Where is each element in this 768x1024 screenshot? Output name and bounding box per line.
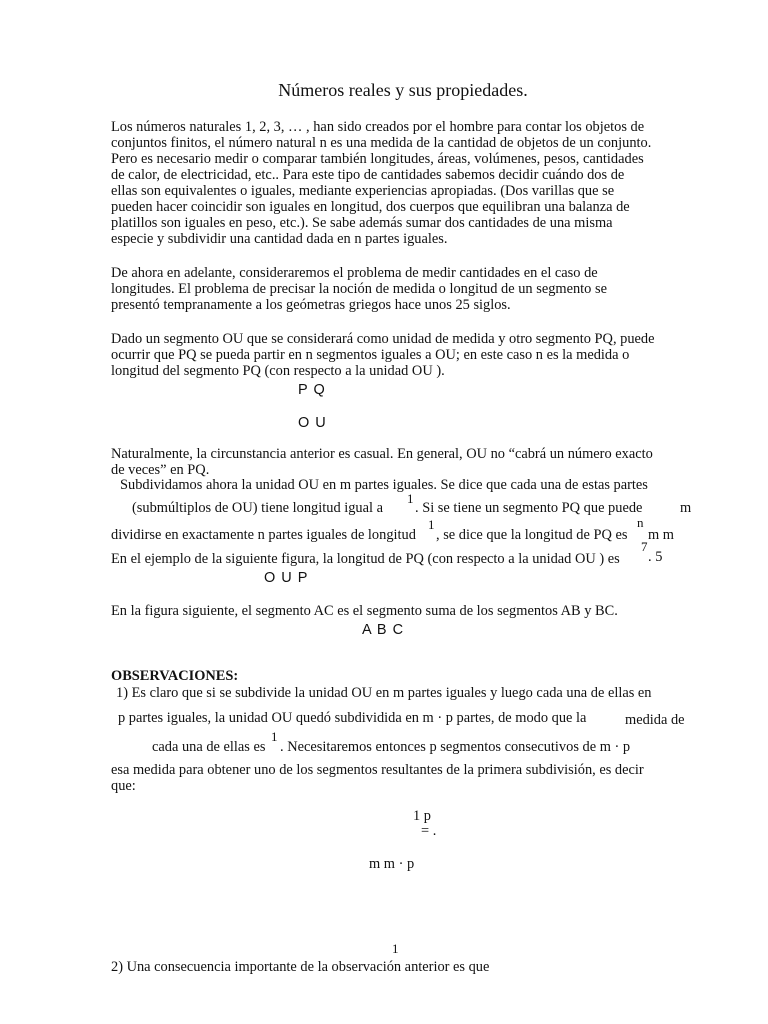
paragraph-5-line-1: En la figura siguiente, el segmento AC es el segmento suma de los segmentos AB y BC. [111,603,618,619]
segment-oup-label: O U P [264,570,309,586]
paragraph-1-line-6: pueden hacer coincidir son iguales en longitud, dos cuerpos que equilibran una balanza de [111,199,630,215]
equation-denominators: m m · p [369,856,415,872]
paragraph-1-line-7: platillos son iguales en peso, etc.). Se sabe además sumar dos cantidades de una misma [111,215,613,231]
segment-abc-label: A B C [362,622,405,638]
paragraph-2-line-1: De ahora en adelante, consideraremos el problema de medir cantidades en el caso de [111,265,598,281]
paragraph-1-line-1: Los números naturales 1, 2, 3, … , han sido creados por el hombre para contar los objetos de [111,119,645,135]
fraction-numerator-n: n [637,515,644,530]
paragraph-2-line-2: longitudes. El problema de precisar la noción de medida o longitud de un segmento se [111,281,607,297]
paragraph-4-line-1: Naturalmente, la circunstancia anterior es casual. En general, OU no “cabrá un número exacto [111,446,653,462]
fraction-numerator-7: 7 [641,539,648,554]
paragraph-1-line-5: ellas son equivalentes o iguales, mediante experiencias apropiadas. (Dos varillas que se [111,183,615,199]
segment-ou-label: O U [298,415,327,431]
segment-pq-label: P Q [298,382,326,398]
observation-1-line-1: 1) Es claro que si se subdivide la unidad OU en m partes iguales y luego cada una de ellas en [116,685,652,701]
paragraph-2-line-3: presentó tempranamente a los geómetras griegos hace unos 25 siglos. [111,297,511,313]
variable-m: m [680,500,692,516]
paragraph-4-line-4-end: . Si se tiene un segmento PQ que puede [415,500,643,516]
observation-1-line-4: esa medida para obtener uno de los segmentos resultantes de la primera subdivisión, es decir [111,762,644,778]
paragraph-3-line-1: Dado un segmento OU que se considerará como unidad de medida y otro segmento PQ, puede [111,331,655,347]
paragraph-1-line-8: especie y subdividir una cantidad dada en n partes iguales. [111,231,448,247]
paragraph-4-line-3: Subdividamos ahora la unidad OU en m partes iguales. Se dice que cada una de estas partes [120,477,648,493]
fraction-numerator-1: 1 [407,491,414,506]
fraction-denominators-m-m: m m [648,527,674,543]
observations-heading: OBSERVACIONES: [111,668,239,684]
paragraph-4-line-4-start: (submúltiplos de OU) tiene longitud igual a [132,500,383,516]
observation-1-line-2-end: medida de [625,712,685,728]
equation-equals: = . [421,823,437,839]
paragraph-3-line-2: ocurrir que PQ se pueda partir en n segmentos iguales a OU; en este caso n es la medida o [111,347,630,363]
page-title: Números reales y sus propiedades. [278,80,528,100]
paragraph-4-line-5-start: dividirse en exactamente n partes iguales de longitud [111,527,416,543]
observation-1-line-5: que: [111,778,136,794]
observation-2-line-1: 2) Una consecuencia importante de la observación anterior es que [111,959,490,975]
observation-1-line-2-start: p partes iguales, la unidad OU quedó subdividida en m · p partes, de modo que la [118,710,587,726]
equation-numerators: 1 p [413,808,431,824]
fraction-numerator-1b: 1 [428,517,435,532]
paragraph-3-line-3: longitud del segmento PQ (con respecto a la unidad OU ). [111,363,445,379]
observation-1-line-3-end: . Necesitaremos entonces p segmentos consecutivos de m · p [280,739,631,755]
page-number: 1 [392,941,399,956]
observation-1-line-3-start: cada una de ellas es [152,739,266,755]
fraction-numerator-1c: 1 [271,729,278,744]
paragraph-1-line-3: Pero es necesario medir o comparar también longitudes, áreas, volúmenes, pesos, cantidades [111,151,644,167]
paragraph-1-line-2: conjuntos finitos, el número natural n es una medida de la cantidad de objetos de un conjunto. [111,135,652,151]
paragraph-1-line-4: de calor, de electricidad, etc.. Para este tipo de cantidades sabemos decidir cuándo dos de [111,167,625,183]
paragraph-4-line-6: En el ejemplo de la siguiente figura, la longitud de PQ (con respecto a la unidad OU ) es [111,551,620,567]
paragraph-4-line-5-end: , se dice que la longitud de PQ es [436,527,628,543]
paragraph-4-line-2: de veces” en PQ. [111,462,210,478]
fraction-denominator-5: . 5 [648,549,663,565]
